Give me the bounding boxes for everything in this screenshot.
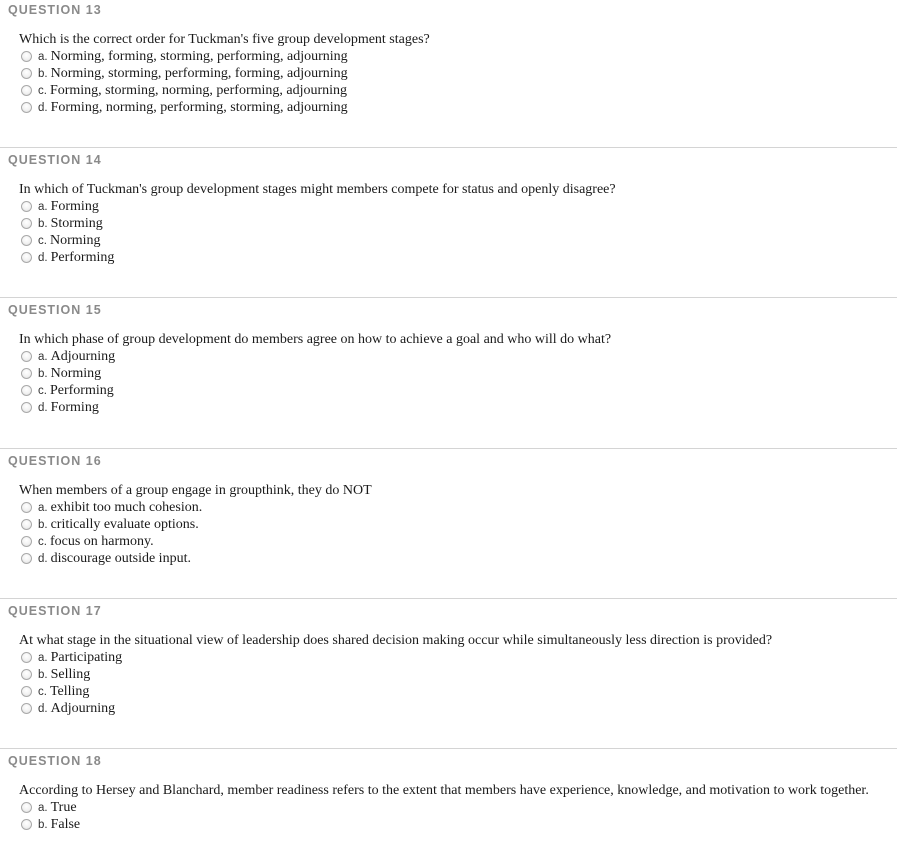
radio-button[interactable] <box>21 252 32 263</box>
option-letter: a. <box>38 350 48 363</box>
option-letter: a. <box>38 501 48 514</box>
radio-button[interactable] <box>21 502 32 513</box>
option-d[interactable] <box>21 99 348 116</box>
question-header: QUESTION 15 <box>8 303 102 317</box>
option-letter: b. <box>38 367 48 380</box>
option-letter: a. <box>38 651 48 664</box>
option-text[interactable]: Norming <box>49 232 101 248</box>
option-letter: b. <box>38 668 48 681</box>
option-letter: b. <box>38 818 48 831</box>
option-text[interactable]: Telling <box>49 683 90 699</box>
option-letter: c. <box>38 685 47 698</box>
question-header: QUESTION 14 <box>8 153 102 167</box>
radio-button[interactable] <box>21 102 32 113</box>
option-letter: a. <box>38 50 48 63</box>
option-d[interactable] <box>21 700 122 717</box>
option-text[interactable]: focus on harmony. <box>49 533 154 549</box>
question-divider <box>0 748 897 749</box>
question-header: QUESTION 13 <box>8 3 102 17</box>
option-letter: d. <box>38 101 48 114</box>
question-divider <box>0 448 897 449</box>
answer-options <box>21 48 348 116</box>
option-letter: d. <box>38 401 48 414</box>
question-text: In which phase of group development do members agree on how to achieve a goal and who will do what? <box>19 332 612 347</box>
option-text[interactable]: Selling <box>50 666 91 682</box>
option-a[interactable] <box>21 799 80 816</box>
option-c[interactable] <box>21 82 348 99</box>
option-text[interactable]: Forming <box>50 198 99 214</box>
radio-button[interactable] <box>21 235 32 246</box>
radio-button[interactable] <box>21 669 32 680</box>
radio-button[interactable] <box>21 519 32 530</box>
question-text: At what stage in the situational view of leadership does shared decision making occur while simultaneously less direction is provided? <box>19 633 773 648</box>
option-a[interactable] <box>21 348 115 365</box>
option-text[interactable]: Adjourning <box>50 348 116 364</box>
radio-button[interactable] <box>21 703 32 714</box>
option-b[interactable] <box>21 365 115 382</box>
option-text[interactable]: Forming, norming, performing, storming, adjourning <box>50 99 348 115</box>
radio-button[interactable] <box>21 368 32 379</box>
question-header: QUESTION 18 <box>8 754 102 768</box>
option-text[interactable]: Storming <box>50 215 103 231</box>
option-a[interactable] <box>21 499 202 516</box>
option-text[interactable]: Norming, forming, storming, performing, adjourning <box>50 48 348 64</box>
radio-button[interactable] <box>21 553 32 564</box>
radio-button[interactable] <box>21 819 32 830</box>
radio-button[interactable] <box>21 385 32 396</box>
option-letter: b. <box>38 217 48 230</box>
option-letter: b. <box>38 67 48 80</box>
option-text[interactable]: Performing <box>50 249 115 265</box>
option-c[interactable] <box>21 382 115 399</box>
option-letter: c. <box>38 234 47 247</box>
radio-button[interactable] <box>21 85 32 96</box>
radio-button[interactable] <box>21 402 32 413</box>
radio-button[interactable] <box>21 536 32 547</box>
option-letter: b. <box>38 518 48 531</box>
radio-button[interactable] <box>21 351 32 362</box>
option-text[interactable]: Forming, storming, norming, performing, adjourning <box>49 82 348 98</box>
answer-options <box>21 649 122 717</box>
option-text[interactable]: True <box>50 799 77 815</box>
option-d[interactable] <box>21 249 114 266</box>
option-text[interactable]: Adjourning <box>50 700 116 716</box>
option-text[interactable]: critically evaluate options. <box>50 516 199 532</box>
option-letter: d. <box>38 702 48 715</box>
radio-button[interactable] <box>21 201 32 212</box>
option-letter: d. <box>38 552 48 565</box>
option-c[interactable] <box>21 533 202 550</box>
question-header: QUESTION 17 <box>8 604 102 618</box>
answer-options <box>21 198 114 266</box>
option-text[interactable]: False <box>50 816 81 832</box>
option-a[interactable] <box>21 198 114 215</box>
radio-button[interactable] <box>21 802 32 813</box>
option-letter: a. <box>38 801 48 814</box>
option-d[interactable] <box>21 399 115 416</box>
option-text[interactable]: Norming, storming, performing, forming, adjourning <box>50 65 348 81</box>
option-c[interactable] <box>21 683 122 700</box>
answer-options <box>21 799 80 833</box>
option-b[interactable] <box>21 816 80 833</box>
option-text[interactable]: Norming <box>50 365 102 381</box>
question-text: Which is the correct order for Tuckman's five group development stages? <box>19 32 430 47</box>
option-letter: c. <box>38 84 47 97</box>
option-text[interactable]: Forming <box>50 399 99 415</box>
radio-button[interactable] <box>21 686 32 697</box>
option-a[interactable] <box>21 649 122 666</box>
option-letter: a. <box>38 200 48 213</box>
option-text[interactable]: Performing <box>49 382 114 398</box>
option-letter: c. <box>38 384 47 397</box>
question-divider <box>0 297 897 298</box>
option-d[interactable] <box>21 550 202 567</box>
option-b[interactable] <box>21 215 114 232</box>
option-letter: c. <box>38 535 47 548</box>
question-header: QUESTION 16 <box>8 454 102 468</box>
option-b[interactable] <box>21 666 122 683</box>
option-c[interactable] <box>21 232 114 249</box>
option-a[interactable] <box>21 48 348 65</box>
answer-options <box>21 499 202 567</box>
question-text: According to Hersey and Blanchard, member readiness refers to the extent that members have experience, knowledge, and motivation to work together. <box>19 783 869 798</box>
radio-button[interactable] <box>21 652 32 663</box>
option-letter: d. <box>38 251 48 264</box>
option-text[interactable]: discourage outside input. <box>50 550 191 566</box>
radio-button[interactable] <box>21 218 32 229</box>
question-text: When members of a group engage in groupthink, they do NOT <box>19 483 372 498</box>
option-text[interactable]: Participating <box>50 649 123 665</box>
option-b[interactable] <box>21 516 202 533</box>
answer-options <box>21 348 115 416</box>
question-divider <box>0 598 897 599</box>
radio-button[interactable] <box>21 68 32 79</box>
question-divider <box>0 147 897 148</box>
question-text: In which of Tuckman's group development stages might members compete for status and openly disagree? <box>19 182 616 197</box>
option-b[interactable] <box>21 65 348 82</box>
radio-button[interactable] <box>21 51 32 62</box>
option-text[interactable]: exhibit too much cohesion. <box>50 499 203 515</box>
